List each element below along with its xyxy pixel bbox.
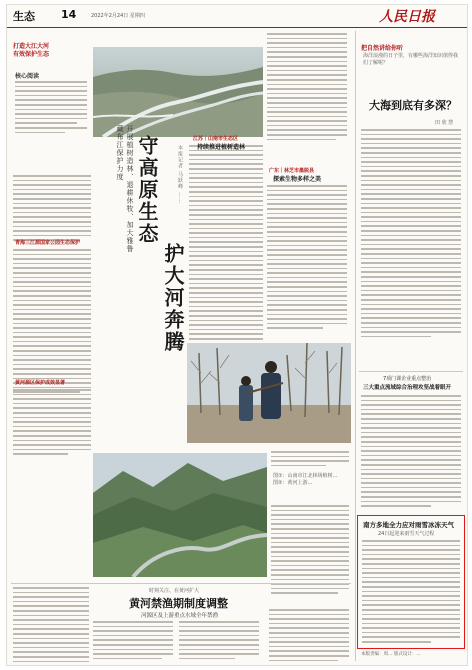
right-column-tag: 把自然讲给你听: [361, 45, 404, 52]
side-head-2: 探索生物多样之美: [273, 176, 322, 183]
feature-byline: 本报记者 马跃峰 ……: [177, 145, 183, 205]
intro-label: 核心阅读: [15, 73, 40, 80]
highlighted-article-box[interactable]: [357, 515, 465, 649]
page-header: [7, 5, 467, 28]
feature-title-2: 护大河奔腾: [161, 243, 185, 353]
side-head-1: 持续推进植树造林: [197, 144, 246, 151]
issue-date: 2022年2月24日 星期四: [91, 13, 145, 19]
left-body-text-3: [13, 389, 91, 458]
boxed-subhead: 24日起迎来雨雪天气过程: [378, 531, 435, 537]
column-3-text: [267, 33, 347, 143]
right-headline: 大海到底有多深？: [369, 99, 457, 112]
bottom-body-text-2: [179, 621, 259, 662]
feature-title-1: 守高原生态: [135, 135, 159, 245]
right-head-2: 三大重点流域综合治理攻坚战着眼开: [363, 385, 452, 391]
masthead-logo: 人民日报: [379, 9, 435, 25]
right-tag-2: 7项门课企业重点整治: [383, 376, 432, 382]
section-name: 生态: [13, 10, 35, 23]
river-landscape-photo: [93, 47, 263, 137]
column-3-text-2: [267, 185, 347, 332]
side-tag-1: 江苏｜山南市生态区: [193, 136, 239, 142]
left-body-text-1: [13, 175, 91, 244]
bottom-subhead: 河源区及上游重点水域全年禁渔: [141, 613, 219, 619]
page-credits: 本版责编：周… 版式设计：…: [361, 652, 421, 657]
feature-vertical-subtitle: 开展植树造林、退耕休牧、加大雅鲁藏布江保护力度: [116, 125, 134, 253]
column-3-text-3: [271, 451, 349, 469]
bottom-tag: 时刻关注、在黄河扩大: [149, 588, 200, 594]
page-number: 14: [61, 8, 77, 21]
bottom-body-text-1: [93, 621, 173, 662]
newspaper-page: [6, 4, 468, 666]
right-body-text-2: [361, 395, 461, 510]
left-intro-text: [15, 81, 87, 136]
photo-caption: 图①：山南市江北林场植树… 图②：黄河上游…: [273, 473, 338, 486]
left-subhead-2: 黄河源区保护成效显著: [15, 380, 66, 386]
boxed-headline: 南方多地全力应对雨雪冰冻天气: [363, 521, 454, 529]
bottom-divider: [11, 583, 351, 584]
boxed-article-text: [362, 540, 460, 646]
right-byline: 田 欣 慧: [435, 120, 454, 126]
mountain-valley-photo: [93, 453, 267, 577]
left-body-text-2: [13, 249, 91, 396]
tree-planting-photo: [187, 343, 351, 443]
right-intro: 海洋浪漫的日子里，有哪些海洋知识值得我们了解呢？: [363, 53, 459, 66]
right-divider-1: [359, 371, 463, 372]
bottom-headline: 黄河禁渔期制度调整: [129, 597, 228, 610]
right-body-text-1: [361, 129, 461, 340]
bottom-left-text: [13, 587, 89, 666]
column-divider: [355, 31, 356, 661]
feature-body-text-1: [189, 145, 263, 347]
side-tag-2: 广东｜林芝市墨脱县: [269, 168, 315, 174]
left-subhead-1: 青海三江源国家公园生态保护: [15, 240, 81, 246]
left-column-tag: 打造大江大河 有效保护生态: [13, 43, 50, 58]
bottom-body-text-3: [269, 609, 349, 664]
